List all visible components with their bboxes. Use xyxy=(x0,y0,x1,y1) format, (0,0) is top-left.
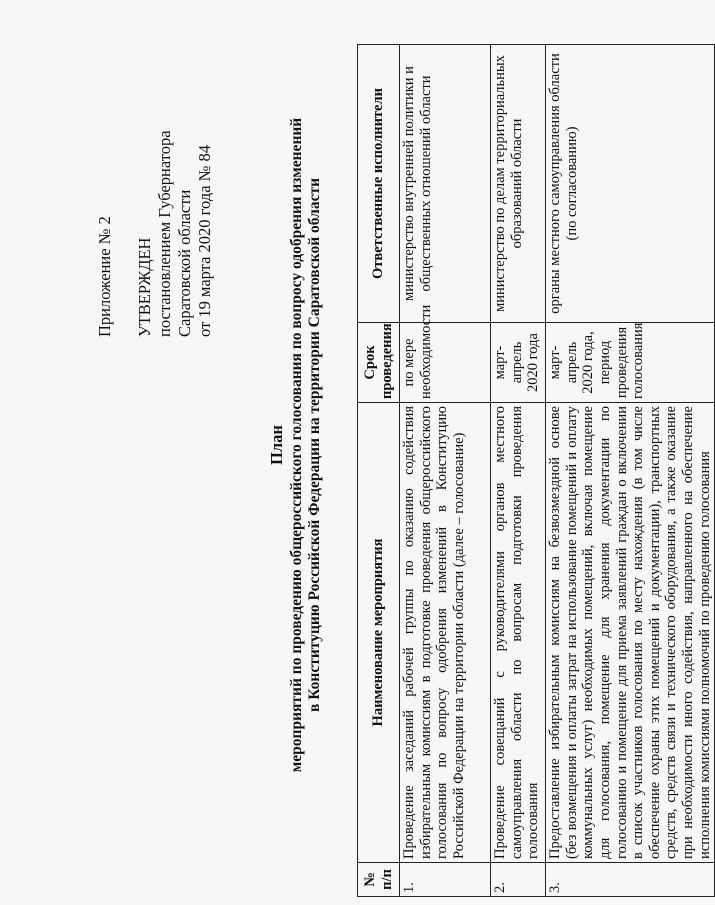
plan-subtitle-2: в Конституцию Российской Федерации на территории Саратовской области xyxy=(306,177,323,713)
table-header-row xyxy=(358,45,400,897)
row-num: 2. xyxy=(491,863,546,897)
plan-heading xyxy=(268,45,324,845)
table-row xyxy=(491,45,546,897)
row-term: по мере необходимости xyxy=(400,323,491,403)
table-row xyxy=(546,45,715,897)
approved-label: УТВЕРЖДЕН xyxy=(135,237,154,337)
row-event-name: Проведение совещаний с руководителями органов местного самоуправления области по вопросам подготовки проведения голосования xyxy=(491,403,546,863)
header-term: Срок проведения xyxy=(358,323,400,403)
approval-block xyxy=(95,17,215,337)
plan-subtitle-1: мероприятий по проведению общероссийского голосования по вопросу одобрения изменений xyxy=(288,117,305,773)
row-event-name: Проведение заседаний рабочей группы по оказанию содействия избирательным комиссиям в подготовке проведения общероссийского голосования по вопросу одобрения изменений в Конституцию Российской Федерации на территории области (далее – голосование) xyxy=(400,403,491,863)
row-num: 3. xyxy=(546,863,715,897)
row-responsible: министерство по делам территориальных образований области xyxy=(491,45,546,323)
approval-line-3: от 19 марта 2020 года № 84 xyxy=(195,144,214,337)
header-name: Наименование мероприятия xyxy=(358,403,400,863)
approval-line-1: постановлением Губернатора xyxy=(155,130,174,337)
header-num: № п/п xyxy=(358,863,400,897)
appendix-label: Приложение № 2 xyxy=(95,216,114,337)
row-num: 1. xyxy=(400,863,491,897)
row-event-name: Предоставление избирательным комиссиям на безвозмездной основе (без возмещения и оплаты затрат на использование помещений и оплату коммунальных услуг) необходимых помещений, включая помещение для голосования, помещение для хранения документации по голосованию и помещение для приема заявлений граждан о включении в список участников голосования по месту нахождения (в том числе обеспечение охраны этих помещений и документации), транспортных средств, средств связи и технического оборудования, а также оказание при необходимости иного содействия, направленного на обеспечение исполнения комиссиями полномочий по проведению голосования xyxy=(546,403,715,863)
approval-line-2: Саратовской области xyxy=(175,189,194,337)
plan-title: План xyxy=(267,425,286,465)
row-term: март-апрель 2020 года xyxy=(491,323,546,403)
events-table xyxy=(357,44,715,897)
row-responsible: министерство внутренней политики и общественных отношений области xyxy=(400,45,491,323)
row-responsible: органы местного самоуправления области (по согласованию) xyxy=(546,45,715,323)
row-term: март-апрель 2020 года, период проведения голосования xyxy=(546,323,715,403)
header-resp: Ответственные исполнители xyxy=(358,45,400,323)
table-row xyxy=(400,45,491,897)
